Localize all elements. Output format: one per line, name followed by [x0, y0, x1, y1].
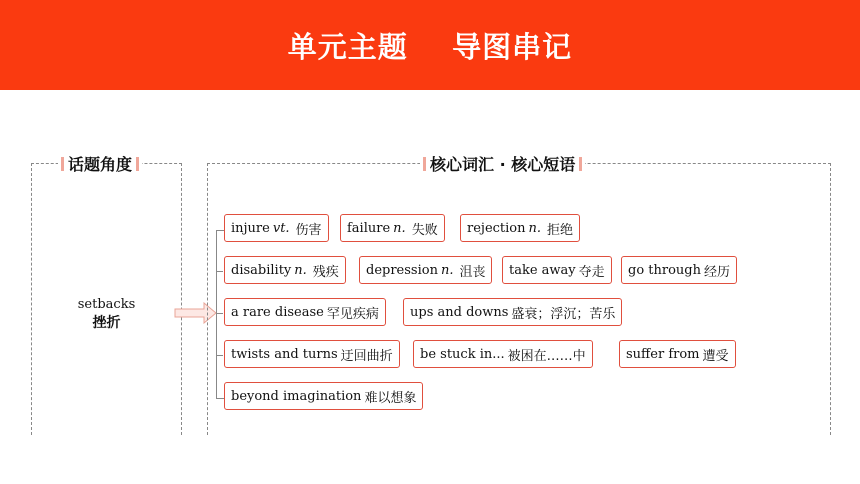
chip-chinese: 经历	[704, 264, 731, 280]
chip-english: ups and downs	[410, 304, 509, 320]
chip-english: injure	[231, 220, 270, 236]
chip-english: go through	[628, 262, 701, 278]
chip-pos: vt.	[272, 220, 290, 236]
chip-english: a rare disease	[231, 304, 324, 320]
topic-panel-title	[58, 152, 142, 175]
vocab-chip	[224, 214, 329, 242]
vocab-chip	[224, 298, 386, 326]
chip-chinese: 拒绝	[547, 222, 574, 238]
topic-panel-title-text: 话题角度	[68, 155, 133, 174]
title-marker	[61, 157, 64, 171]
chip-english: failure	[347, 220, 391, 236]
chip-english: disability	[231, 262, 292, 278]
vocab-chip	[460, 214, 580, 242]
topic-panel	[31, 155, 182, 435]
chip-chinese: 伤害	[295, 222, 322, 238]
chip-chinese: 夺走	[578, 264, 605, 280]
chip-chinese: 遭受	[702, 348, 729, 364]
vocab-panel-title	[420, 152, 585, 175]
topic-english: setbacks	[77, 297, 136, 312]
chip-pos: n.	[440, 262, 454, 278]
chip-pos: n.	[294, 262, 307, 278]
chip-pos: n.	[393, 220, 406, 236]
chip-pos: n.	[528, 220, 542, 236]
vocab-chip	[619, 340, 736, 368]
chip-chinese: 沮丧	[459, 264, 486, 280]
vocab-chip	[340, 214, 445, 242]
page-title: 单元主题 导图串记	[287, 29, 573, 64]
chip-chinese: 迂回曲折	[340, 348, 393, 364]
bracket-tick	[216, 271, 223, 272]
header-banner	[0, 0, 860, 90]
vocab-chip	[621, 256, 737, 284]
vocab-chip	[224, 340, 400, 368]
vocab-chip	[224, 256, 346, 284]
title-marker	[579, 157, 582, 171]
vocab-chip	[502, 256, 612, 284]
chip-chinese: 罕见疾病	[326, 306, 379, 322]
vocab-chip	[403, 298, 622, 326]
bracket-tick	[216, 355, 223, 356]
chip-english: twists and turns	[231, 346, 338, 362]
topic-chinese: 挫折	[92, 315, 121, 331]
chip-chinese: 被困在……中	[507, 348, 586, 364]
chip-chinese: 残疾	[312, 264, 339, 280]
title-marker	[136, 157, 139, 171]
chip-english: rejection	[467, 220, 526, 236]
bracket-line	[216, 230, 224, 399]
vocab-panel-title-text: 核心词汇 · 核心短语	[430, 155, 576, 174]
vocab-chip	[413, 340, 593, 368]
chip-english: depression	[366, 262, 438, 278]
vocab-chip	[224, 382, 423, 410]
chip-chinese: 失败	[411, 222, 438, 238]
bracket-tick	[216, 313, 223, 314]
chip-english: be stuck in...	[420, 346, 505, 362]
vocab-chip	[359, 256, 492, 284]
chip-english: take away	[509, 262, 576, 278]
chip-english: beyond imagination	[231, 388, 362, 404]
chip-english: suffer from	[626, 346, 700, 362]
chip-chinese: 难以想象	[364, 390, 417, 406]
title-marker	[423, 157, 426, 171]
topic-label	[32, 296, 181, 332]
chip-chinese: 盛衰；浮沉；苦乐	[511, 306, 616, 322]
